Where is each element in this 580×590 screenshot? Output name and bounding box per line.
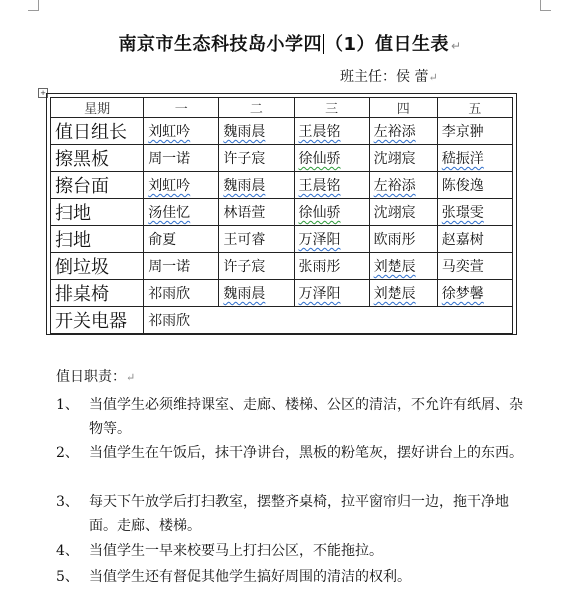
cell-text: 张雨彤 <box>298 259 341 275</box>
table-cell[interactable] <box>219 199 294 226</box>
table-cell[interactable] <box>437 145 512 172</box>
table-cell[interactable] <box>437 253 512 280</box>
table-row <box>51 172 513 199</box>
table-cell[interactable] <box>219 172 294 199</box>
header-cell[interactable]: 二 <box>219 98 294 118</box>
cell-text: 嵇振洋 <box>441 151 484 167</box>
cell-text: 刘楚辰 <box>373 286 416 302</box>
row-label[interactable]: 扫地 <box>51 226 144 253</box>
cell-text: 马奕萱 <box>441 259 484 275</box>
cell-text: 刘楚辰 <box>373 259 416 275</box>
table-row <box>51 145 513 172</box>
table-cell[interactable] <box>294 199 369 226</box>
cell-text: 王晨铭 <box>298 178 341 194</box>
cell-text: 王可睿 <box>223 232 266 248</box>
title-text-before-cursor: 南京市生态科技岛小学四 <box>118 34 322 55</box>
row-label[interactable]: 排桌椅 <box>51 280 144 307</box>
table-row <box>51 118 513 145</box>
table-cell[interactable] <box>294 253 369 280</box>
cell-text: 徐梦馨 <box>441 286 484 302</box>
cell-text: 刘虹吟 <box>148 124 191 140</box>
table-cell[interactable] <box>219 118 294 145</box>
row-label[interactable]: 扫地 <box>51 199 144 226</box>
table-cell[interactable] <box>369 118 437 145</box>
table-cell[interactable] <box>369 145 437 172</box>
table-cell[interactable] <box>144 226 219 253</box>
table-cell[interactable] <box>369 280 437 307</box>
text-cursor <box>323 34 324 54</box>
table-row <box>51 226 513 253</box>
cell-text: 祁雨欣 <box>148 313 191 329</box>
row-label[interactable]: 擦黑板 <box>51 145 144 172</box>
duty-item-number: 4、 <box>56 543 79 559</box>
table-move-handle-icon[interactable]: + <box>38 88 48 98</box>
cell-text: 张璟雯 <box>441 205 484 221</box>
duty-table-frame <box>46 93 517 335</box>
duties-heading-text: 值日职责： <box>56 369 126 385</box>
table-cell[interactable] <box>437 172 512 199</box>
table-cell[interactable] <box>437 118 512 145</box>
header-cell[interactable]: 一 <box>144 98 219 118</box>
table-cell-merged[interactable] <box>144 307 513 334</box>
table-cell[interactable] <box>219 253 294 280</box>
table-cell[interactable] <box>294 118 369 145</box>
duty-item-text: 当值学生必须维持课室、走廊、楼梯、公区的清洁，不允许有纸屑、杂物等。 <box>89 397 523 437</box>
table-cell[interactable] <box>294 226 369 253</box>
row-label[interactable]: 值日组长 <box>51 118 144 145</box>
duty-item-number: 5、 <box>56 569 79 585</box>
cell-text: 林语萱 <box>223 205 266 221</box>
cell-text: 欧雨彤 <box>373 232 416 248</box>
table-cell[interactable] <box>144 172 219 199</box>
row-label[interactable]: 擦台面 <box>51 172 144 199</box>
table-row <box>51 307 513 334</box>
cell-text: 陈俊逸 <box>441 178 484 194</box>
table-cell[interactable] <box>219 280 294 307</box>
table-row <box>51 280 513 307</box>
row-label[interactable]: 倒垃圾 <box>51 253 144 280</box>
duty-item-text: 当值学生还有督促其他学生搞好周围的清洁的权利。 <box>89 569 411 585</box>
table-cell[interactable] <box>144 253 219 280</box>
cell-text: 万泽阳 <box>298 286 341 302</box>
cell-text: 王晨铭 <box>298 124 341 140</box>
table-cell[interactable] <box>219 226 294 253</box>
cell-text: 许子宸 <box>223 151 266 167</box>
table-cell[interactable] <box>144 145 219 172</box>
paragraph-mark-icon: ↵ <box>428 71 438 84</box>
duty-item-text: 当值学生在午饭后，抹干净讲台，黑板的粉笔灰，摆好讲台上的东西。 <box>89 445 523 461</box>
duty-item-number: 3、 <box>56 494 79 510</box>
header-cell[interactable]: 三 <box>294 98 369 118</box>
table-cell[interactable] <box>144 280 219 307</box>
cell-text: 沈翊宸 <box>373 151 416 167</box>
cell-text: 李京翀 <box>441 124 484 140</box>
table-cell[interactable] <box>437 199 512 226</box>
cell-text: 万泽阳 <box>298 232 341 248</box>
table-cell[interactable] <box>219 145 294 172</box>
table-cell[interactable] <box>294 280 369 307</box>
cell-text: 俞夏 <box>148 232 177 248</box>
table-cell[interactable] <box>437 226 512 253</box>
table-cell[interactable] <box>437 280 512 307</box>
table-cell[interactable] <box>369 172 437 199</box>
cell-text: 周一诺 <box>148 259 191 275</box>
duties-heading[interactable] <box>56 366 135 386</box>
cell-text: 周一诺 <box>148 151 191 167</box>
table-cell[interactable] <box>369 226 437 253</box>
table-cell[interactable] <box>144 118 219 145</box>
table-cell[interactable] <box>144 199 219 226</box>
cell-text: 左裕添 <box>373 178 416 194</box>
duty-item-text: 每天下午放学后打扫教室，摆整齐桌椅，拉平窗帘归一边，拖干净地面。走廊、楼梯。 <box>89 494 509 534</box>
duty-table[interactable] <box>50 97 513 334</box>
duty-item-number: 2、 <box>56 445 79 461</box>
teacher-text: 班主任：侯 蕾 <box>340 69 429 85</box>
header-cell[interactable]: 星期 <box>51 98 144 118</box>
table-cell[interactable] <box>369 253 437 280</box>
cell-text: 魏雨晨 <box>223 178 266 194</box>
document-title[interactable] <box>0 30 580 56</box>
table-cell[interactable] <box>294 172 369 199</box>
page-margin-marker-left <box>28 0 39 11</box>
cell-text: 祁雨欣 <box>148 286 191 302</box>
cell-text: 左裕添 <box>373 124 416 140</box>
teacher-line[interactable] <box>340 66 438 86</box>
table-cell[interactable] <box>369 199 437 226</box>
duty-item-text: 当值学生一早来校要马上打扫公区，不能拖拉。 <box>89 543 383 559</box>
header-cell[interactable]: 五 <box>437 98 512 118</box>
cell-text: 徐仙骄 <box>298 151 341 167</box>
table-cell[interactable] <box>294 145 369 172</box>
cell-text: 赵嘉树 <box>441 232 484 248</box>
table-row <box>51 253 513 280</box>
duty-item-number: 1、 <box>56 397 79 413</box>
paragraph-mark-icon: ↵ <box>450 39 462 53</box>
cell-text: 汤佳忆 <box>148 205 191 221</box>
cell-text: 魏雨晨 <box>223 124 266 140</box>
cell-text: 魏雨晨 <box>223 286 266 302</box>
paragraph-mark-icon: ↵ <box>126 371 136 384</box>
table-header-row <box>51 98 513 118</box>
header-cell[interactable]: 四 <box>369 98 437 118</box>
cell-text: 徐仙骄 <box>298 205 341 221</box>
table-row <box>51 199 513 226</box>
cell-text: 沈翊宸 <box>373 205 416 221</box>
cell-text: 许子宸 <box>223 259 266 275</box>
title-text-after-cursor: （1）值日生表 <box>324 34 449 55</box>
cell-text: 刘虹吟 <box>148 178 191 194</box>
row-label[interactable]: 开关电器 <box>51 307 144 334</box>
page-margin-marker-right <box>540 0 551 11</box>
